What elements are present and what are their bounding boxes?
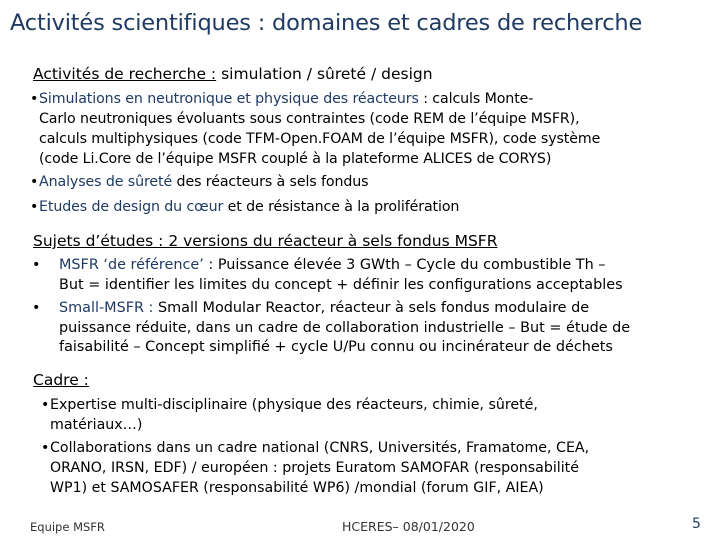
item-line: faisabilité – Concept simplifié + cycle U/Pu connu ou incinérateur de déchets bbox=[59, 339, 613, 355]
bullet-lead: Simulations en neutronique et physique des réacteurs bbox=[39, 91, 419, 107]
heading-underlined: Sujets d’études : 2 versions du réacteur à sels fondus MSFR bbox=[33, 232, 498, 250]
bullet-line: Expertise multi-disciplinaire (physique des réacteurs, chimie, sûreté, bbox=[50, 397, 538, 413]
bullet-line: Collaborations dans un cadre national (CNRS, Universités, Framatome, CEA, bbox=[50, 440, 590, 456]
bullet-line: calculs multiphysiques (code TFM-Open.FOAM de l’équipe MSFR), code système bbox=[39, 131, 601, 147]
bullet-design bbox=[30, 197, 460, 217]
heading-rest: simulation / sûreté / design bbox=[216, 65, 433, 83]
section-heading-research bbox=[33, 65, 433, 83]
bullet-collaborations bbox=[41, 438, 700, 498]
section-heading-cadre bbox=[33, 371, 89, 389]
footer-date: HCERES– 08/01/2020 bbox=[342, 519, 475, 534]
bullet-expertise bbox=[41, 395, 700, 435]
heading-underlined: Cadre : bbox=[33, 371, 89, 389]
bullet-line: WP1) et SAMOSAFER (responsabilité WP6) /mondial (forum GIF, AIEA) bbox=[50, 480, 544, 496]
item-text: Small Modular Reactor, réacteur à sels fondus modulaire de bbox=[153, 300, 590, 316]
bullet-text: : calculs Monte- bbox=[418, 91, 534, 107]
bullet-line: Carlo neutroniques évoluants sous contraintes (code REM de l’équipe MSFR), bbox=[39, 111, 580, 127]
page-title: Activités scientifiques : domaines et cadres de recherche bbox=[10, 10, 643, 36]
bullet-dot: • bbox=[30, 174, 39, 190]
bullet-safety bbox=[30, 172, 369, 192]
item-lead: MSFR ‘de référence’ bbox=[59, 257, 204, 273]
footer-team: Equipe MSFR bbox=[30, 520, 105, 534]
heading-underlined: Activités de recherche : bbox=[33, 65, 217, 83]
bullet-dot: • bbox=[30, 199, 39, 215]
item-small-msfr bbox=[32, 299, 707, 358]
bullet-text: et de résistance à la prolifération bbox=[223, 199, 460, 215]
bullet-dot: • bbox=[41, 440, 50, 456]
bullet-dot: • bbox=[32, 257, 41, 273]
item-line: But = identifier les limites du concept + définir les configurations acceptables bbox=[59, 276, 623, 293]
bullet-lead: Etudes de design du cœur bbox=[39, 199, 224, 215]
bullet-simulations bbox=[30, 89, 601, 169]
item-text: : Puissance élevée 3 GWth – Cycle du combustible Th – bbox=[203, 257, 606, 273]
page-number: 5 bbox=[692, 516, 701, 532]
bullet-dot: • bbox=[30, 91, 39, 107]
bullet-lead: Analyses de sûreté bbox=[39, 174, 173, 190]
bullet-line: matériaux…) bbox=[50, 417, 143, 433]
item-msfr-reference bbox=[32, 256, 707, 295]
bullet-dot: • bbox=[32, 300, 41, 316]
item-line: puissance réduite, dans un cadre de collaboration industrielle – But = étude de bbox=[59, 319, 631, 336]
bullet-line: (code Li.Core de l’équipe MSFR couplé à la plateforme ALICES de CORYS) bbox=[39, 151, 552, 167]
section-heading-subjects bbox=[33, 232, 497, 250]
bullet-text: des réacteurs à sels fondus bbox=[172, 174, 369, 190]
bullet-line: ORANO, IRSN, EDF) / européen : projets Euratom SAMOFAR (responsabilité bbox=[50, 460, 579, 476]
bullet-dot: • bbox=[41, 397, 50, 413]
item-lead: Small-MSFR : bbox=[59, 300, 154, 316]
